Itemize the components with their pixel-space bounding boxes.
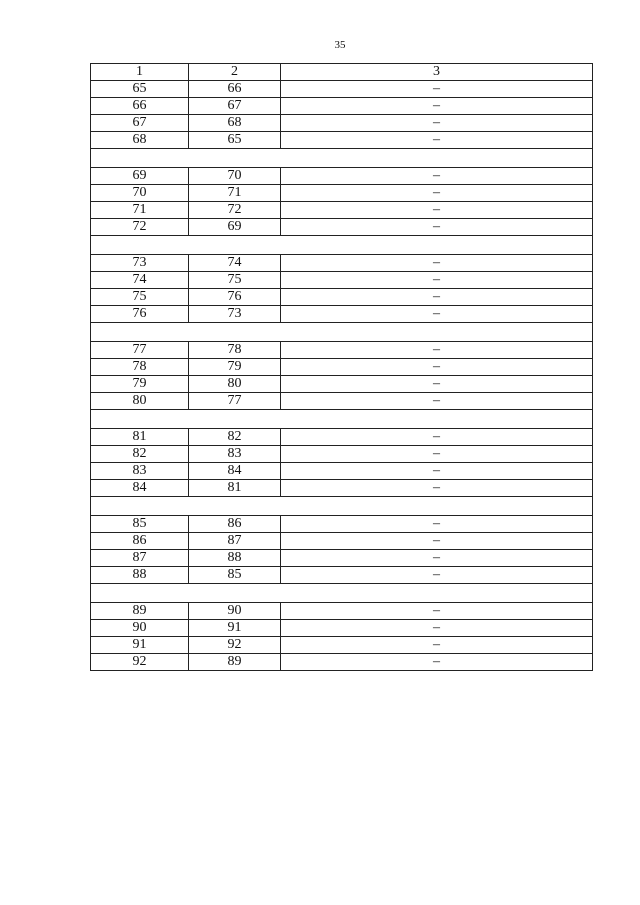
table-cell: 69 (91, 168, 189, 185)
table-cell: – (281, 567, 593, 584)
table-cell: 87 (91, 550, 189, 567)
group-separator-row (91, 584, 593, 603)
table-cell: 80 (91, 393, 189, 410)
table-cell: 78 (189, 342, 281, 359)
table-cell: – (281, 603, 593, 620)
table-row (91, 376, 593, 393)
table-cell: 80 (189, 376, 281, 393)
table-row (91, 446, 593, 463)
table-cell: – (281, 654, 593, 671)
table-cell: 82 (91, 446, 189, 463)
table-cell: – (281, 429, 593, 446)
table-cell: – (281, 185, 593, 202)
table-cell: – (281, 637, 593, 654)
table-row (91, 81, 593, 98)
table-cell: 71 (189, 185, 281, 202)
table-row (91, 654, 593, 671)
table-cell: 76 (91, 306, 189, 323)
table-row (91, 603, 593, 620)
table-cell: 85 (91, 516, 189, 533)
table-cell: 91 (91, 637, 189, 654)
table-cell: – (281, 98, 593, 115)
table-row (91, 393, 593, 410)
header-row (91, 64, 593, 81)
table-cell: 88 (91, 567, 189, 584)
table-cell: 70 (189, 168, 281, 185)
table-cell: – (281, 620, 593, 637)
table-cell: 77 (91, 342, 189, 359)
table-row (91, 550, 593, 567)
table-cell: 67 (91, 115, 189, 132)
table-cell: 69 (189, 219, 281, 236)
table-row (91, 516, 593, 533)
table-body (91, 64, 593, 671)
data-table (90, 63, 593, 671)
table-row (91, 567, 593, 584)
group-separator-row (91, 149, 593, 168)
table-row (91, 533, 593, 550)
table-row (91, 480, 593, 497)
table-cell: – (281, 359, 593, 376)
table-cell: 84 (91, 480, 189, 497)
group-separator-row (91, 497, 593, 516)
table-cell: 71 (91, 202, 189, 219)
table-row (91, 342, 593, 359)
header-cell: 3 (281, 64, 593, 81)
table-row (91, 463, 593, 480)
table-cell: 73 (189, 306, 281, 323)
table-cell: 88 (189, 550, 281, 567)
table-row (91, 359, 593, 376)
table-row (91, 637, 593, 654)
table-cell: 87 (189, 533, 281, 550)
table-cell: – (281, 272, 593, 289)
separator-cell (91, 497, 593, 516)
table-cell: 75 (91, 289, 189, 306)
table-cell: 83 (189, 446, 281, 463)
table-cell: – (281, 168, 593, 185)
header-cell: 2 (189, 64, 281, 81)
table-cell: 89 (91, 603, 189, 620)
table-cell: 86 (91, 533, 189, 550)
table-cell: 82 (189, 429, 281, 446)
table-cell: 68 (189, 115, 281, 132)
separator-cell (91, 149, 593, 168)
table-cell: – (281, 393, 593, 410)
table-cell: 73 (91, 255, 189, 272)
table-cell: 72 (189, 202, 281, 219)
table-row (91, 272, 593, 289)
group-separator-row (91, 323, 593, 342)
table-cell: 66 (91, 98, 189, 115)
table-cell: – (281, 342, 593, 359)
table-cell: 92 (189, 637, 281, 654)
page-number: 35 (334, 39, 346, 51)
table-cell: 72 (91, 219, 189, 236)
separator-cell (91, 410, 593, 429)
table-cell: – (281, 533, 593, 550)
table-row (91, 219, 593, 236)
table-cell: 84 (189, 463, 281, 480)
table-cell: 65 (91, 81, 189, 98)
table-cell: 67 (189, 98, 281, 115)
table-row (91, 168, 593, 185)
table-cell: – (281, 516, 593, 533)
table-row (91, 306, 593, 323)
table-cell: 65 (189, 132, 281, 149)
table-cell: – (281, 255, 593, 272)
table-cell: – (281, 306, 593, 323)
separator-cell (91, 323, 593, 342)
table-cell: – (281, 376, 593, 393)
table-cell: 86 (189, 516, 281, 533)
table-cell: 90 (189, 603, 281, 620)
table-cell: – (281, 132, 593, 149)
group-separator-row (91, 410, 593, 429)
table-row (91, 429, 593, 446)
table-cell: 68 (91, 132, 189, 149)
table-cell: 91 (189, 620, 281, 637)
table-cell: 75 (189, 272, 281, 289)
separator-cell (91, 584, 593, 603)
table-cell: 83 (91, 463, 189, 480)
table-row (91, 202, 593, 219)
table-row (91, 289, 593, 306)
table-cell: – (281, 446, 593, 463)
table-cell: 89 (189, 654, 281, 671)
table-cell: 81 (189, 480, 281, 497)
table-cell: 79 (189, 359, 281, 376)
table-row (91, 255, 593, 272)
table-cell: 90 (91, 620, 189, 637)
table-cell: 78 (91, 359, 189, 376)
table-cell: – (281, 202, 593, 219)
table-cell: 92 (91, 654, 189, 671)
header-cell: 1 (91, 64, 189, 81)
table-cell: 81 (91, 429, 189, 446)
table-cell: – (281, 81, 593, 98)
table-cell: 70 (91, 185, 189, 202)
table-cell: 76 (189, 289, 281, 306)
table-cell: 74 (91, 272, 189, 289)
separator-cell (91, 236, 593, 255)
table-row (91, 620, 593, 637)
table-cell: 85 (189, 567, 281, 584)
table-cell: – (281, 115, 593, 132)
table-cell: – (281, 550, 593, 567)
table-row (91, 185, 593, 202)
table-row (91, 98, 593, 115)
table-cell: – (281, 463, 593, 480)
table-cell: 66 (189, 81, 281, 98)
table-cell: – (281, 289, 593, 306)
table-row (91, 115, 593, 132)
table-cell: 79 (91, 376, 189, 393)
table-cell: – (281, 480, 593, 497)
group-separator-row (91, 236, 593, 255)
table-cell: 74 (189, 255, 281, 272)
table-row (91, 132, 593, 149)
table-cell: 77 (189, 393, 281, 410)
table-cell: – (281, 219, 593, 236)
